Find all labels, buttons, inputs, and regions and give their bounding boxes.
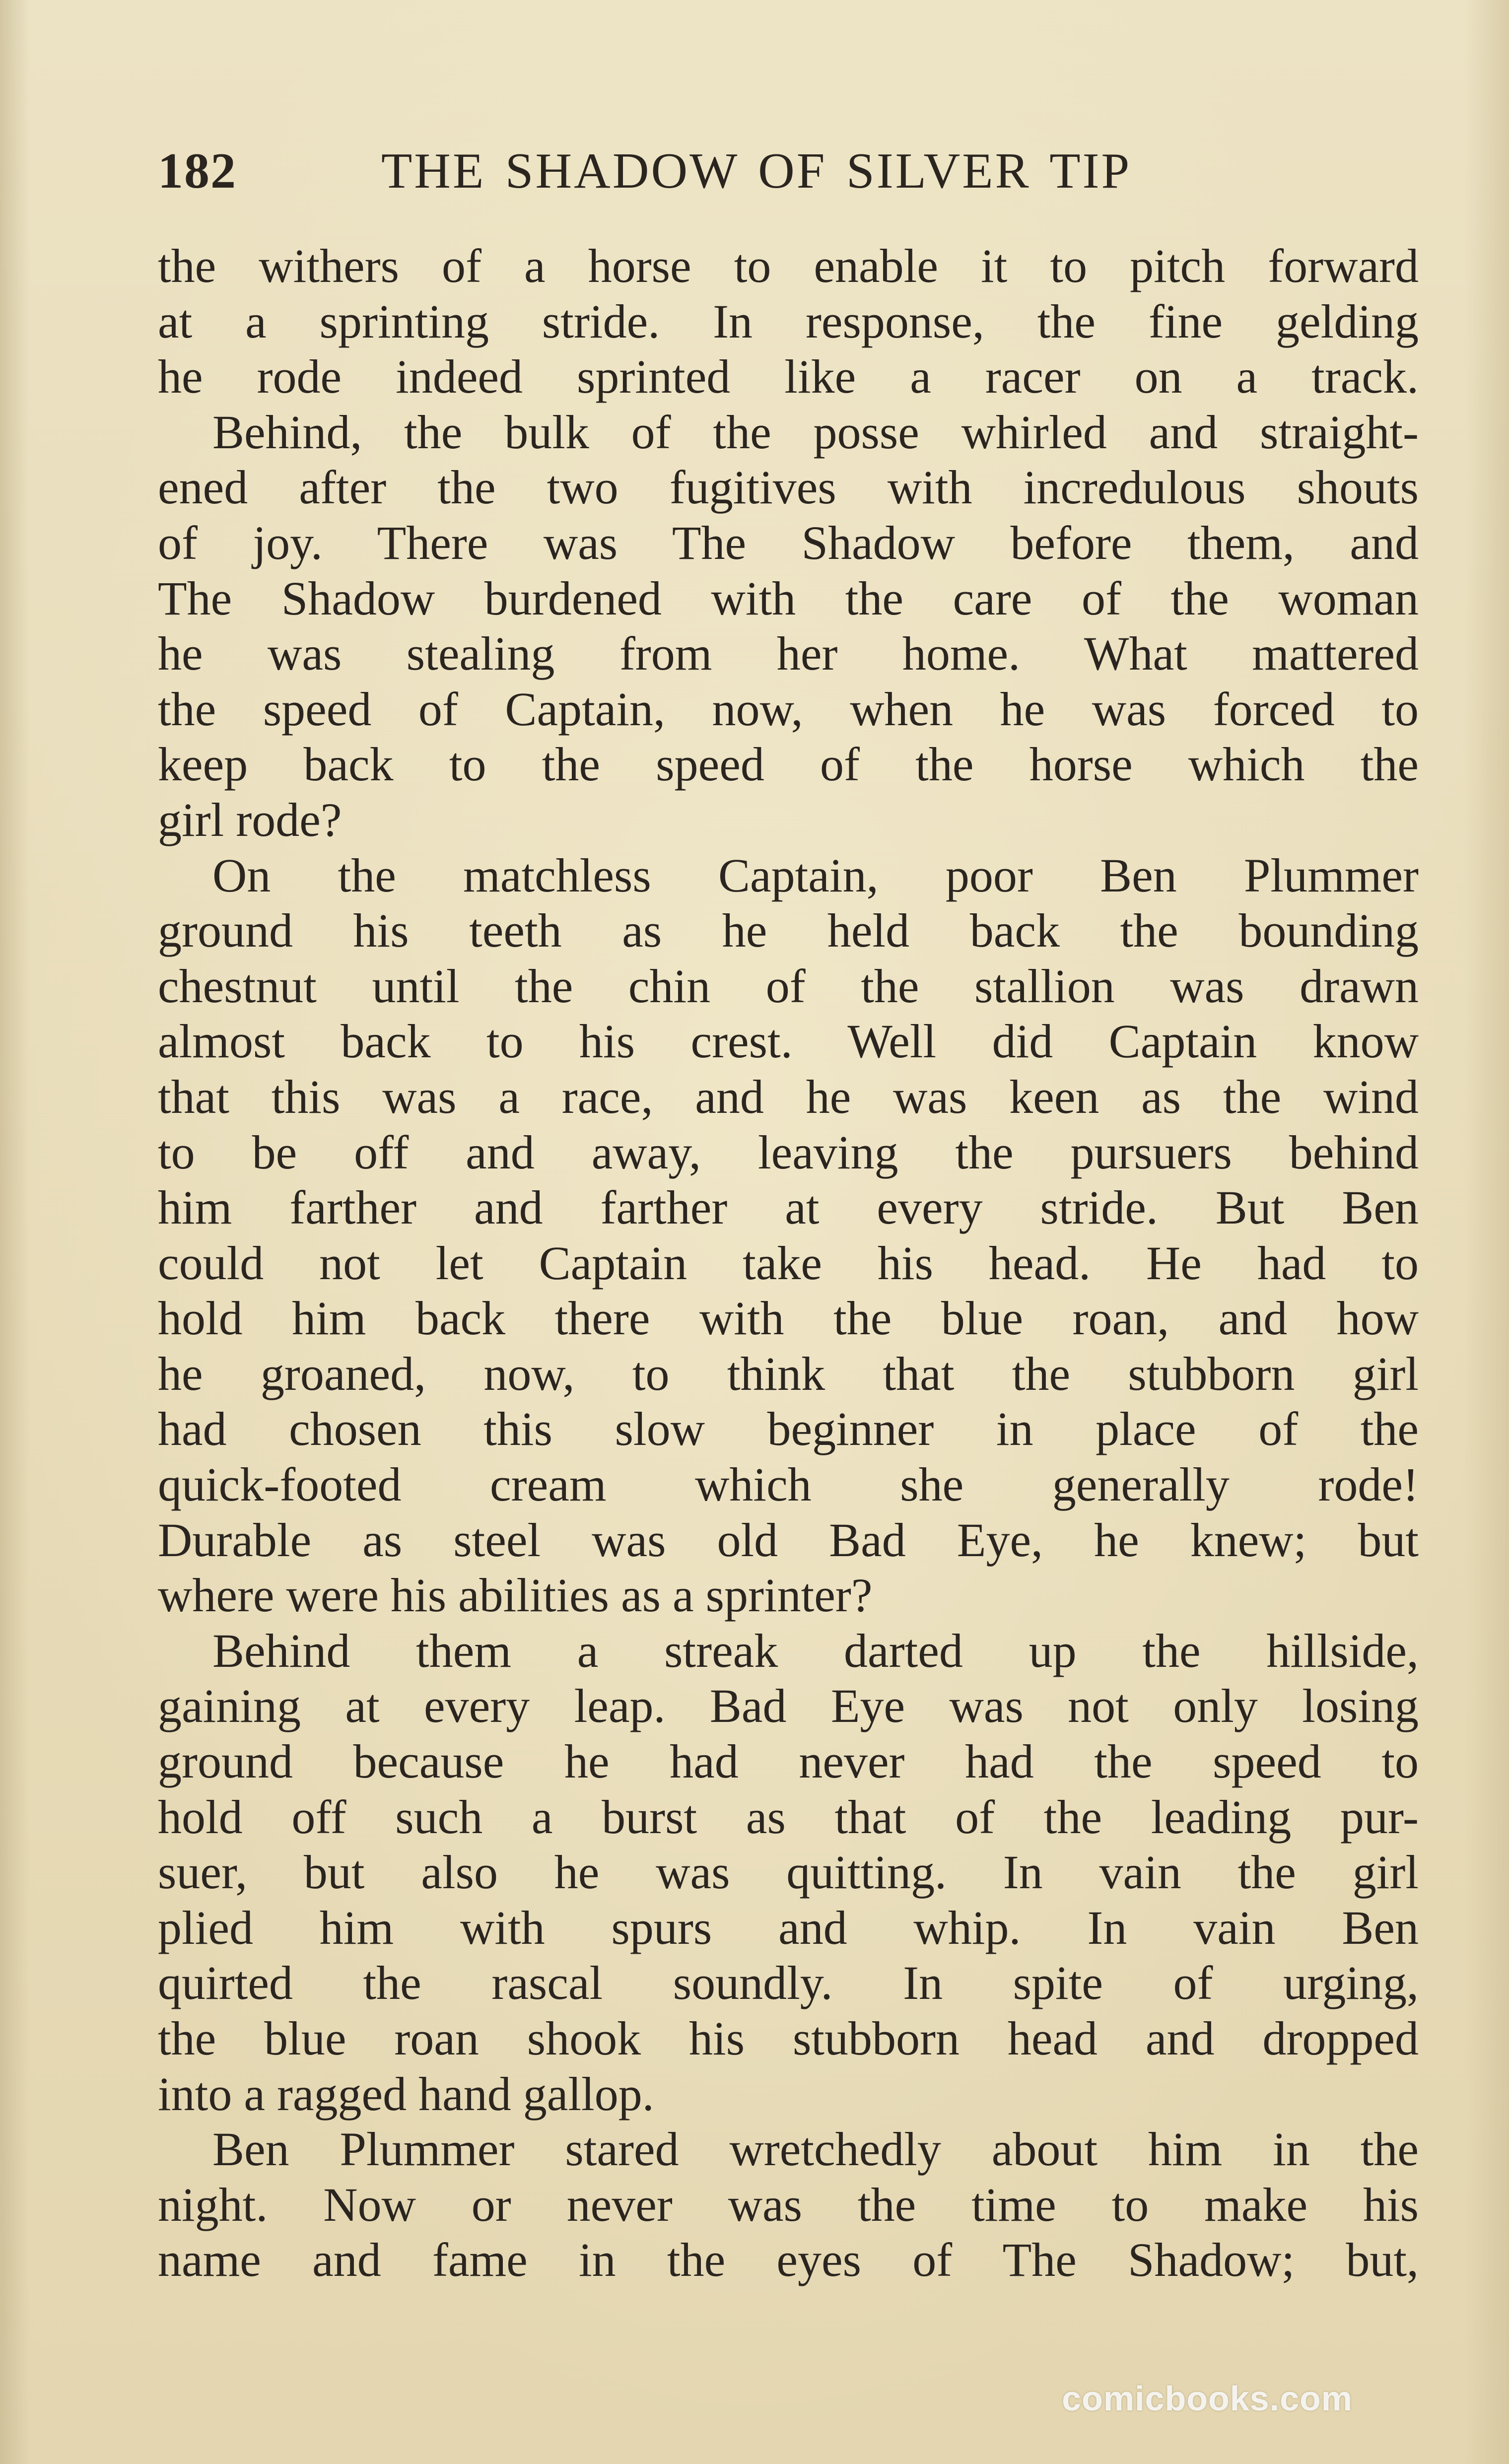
text-line: Behind, the bulk of the posse whirled and straight- <box>212 405 1419 459</box>
text-line: at a sprinting stride. In response, the fine gelding <box>158 294 1419 348</box>
page-header <box>158 134 1419 208</box>
text-line: plied him with spurs and whip. In vain Ben <box>158 1901 1419 1954</box>
text-line: the speed of Captain, now, when he was forced to <box>158 682 1419 736</box>
text-line: could not let Captain take his head. He had to <box>158 1236 1419 1290</box>
text-line: quick-footed cream which she generally rode! <box>158 1458 1419 1511</box>
text-line: he rode indeed sprinted like a racer on a track. <box>158 350 1419 404</box>
text-line: where were his abilities as a sprinter? <box>158 1569 873 1622</box>
text-line: almost back to his crest. Well did Captain know <box>158 1015 1419 1068</box>
text-line: that this was a race, and he was keen as the wind <box>158 1070 1419 1123</box>
text-line: Durable as steel was old Bad Eye, he knew; but <box>158 1513 1419 1567</box>
text-line: hold off such a burst as that of the leading pur- <box>158 1790 1419 1844</box>
text-line: to be off and away, leaving the pursuers behind <box>158 1125 1419 1179</box>
text-line: had chosen this slow beginner in place of the <box>158 1402 1419 1456</box>
text-line: the blue roan shook his stubborn head and dropped <box>158 2012 1419 2065</box>
running-title: THE SHADOW OF SILVER TIP <box>381 143 1132 199</box>
text-line: him farther and farther at every stride. But Ben <box>158 1181 1419 1234</box>
text-line: night. Now or never was the time to make his <box>158 2178 1419 2231</box>
text-line: name and fame in the eyes of The Shadow; but, <box>158 2233 1419 2287</box>
text-line: he groaned, now, to think that the stubborn girl <box>158 1347 1419 1400</box>
text-line: hold him back there with the blue roan, and how <box>158 1292 1419 1345</box>
text-line: ground his teeth as he held back the bounding <box>158 904 1419 958</box>
text-line: suer, but also he was quitting. In vain the girl <box>158 1846 1419 1899</box>
text-line: gaining at every leap. Bad Eye was not only losing <box>158 1679 1419 1733</box>
text-line: into a ragged hand gallop. <box>158 2067 654 2121</box>
text-line: he was stealing from her home. What mattered <box>158 627 1419 681</box>
text-line: The Shadow burdened with the care of the woman <box>158 571 1419 625</box>
text-line: of joy. There was The Shadow before them, and <box>158 516 1419 569</box>
page-number: 182 <box>158 143 237 199</box>
text-line: ground because he had never had the speed to <box>158 1735 1419 1788</box>
body-text <box>158 238 1419 2288</box>
text-line: the withers of a horse to enable it to pitch forward <box>158 239 1419 292</box>
text-line: keep back to the speed of the horse which the <box>158 738 1419 791</box>
text-line: quirted the rascal soundly. In spite of urging, <box>158 1956 1419 2010</box>
text-line: ened after the two fugitives with incredulous shouts <box>158 461 1419 514</box>
text-line: Behind them a streak darted up the hillside, <box>212 1624 1419 1677</box>
text-line: chestnut until the chin of the stallion was drawn <box>158 959 1419 1013</box>
text-line: On the matchless Captain, poor Ben Plummer <box>212 848 1419 902</box>
watermark: comicbooks.com <box>1062 2379 1353 2418</box>
text-line: Ben Plummer stared wretchedly about him in the <box>212 2122 1419 2176</box>
text-line: girl rode? <box>158 793 342 846</box>
